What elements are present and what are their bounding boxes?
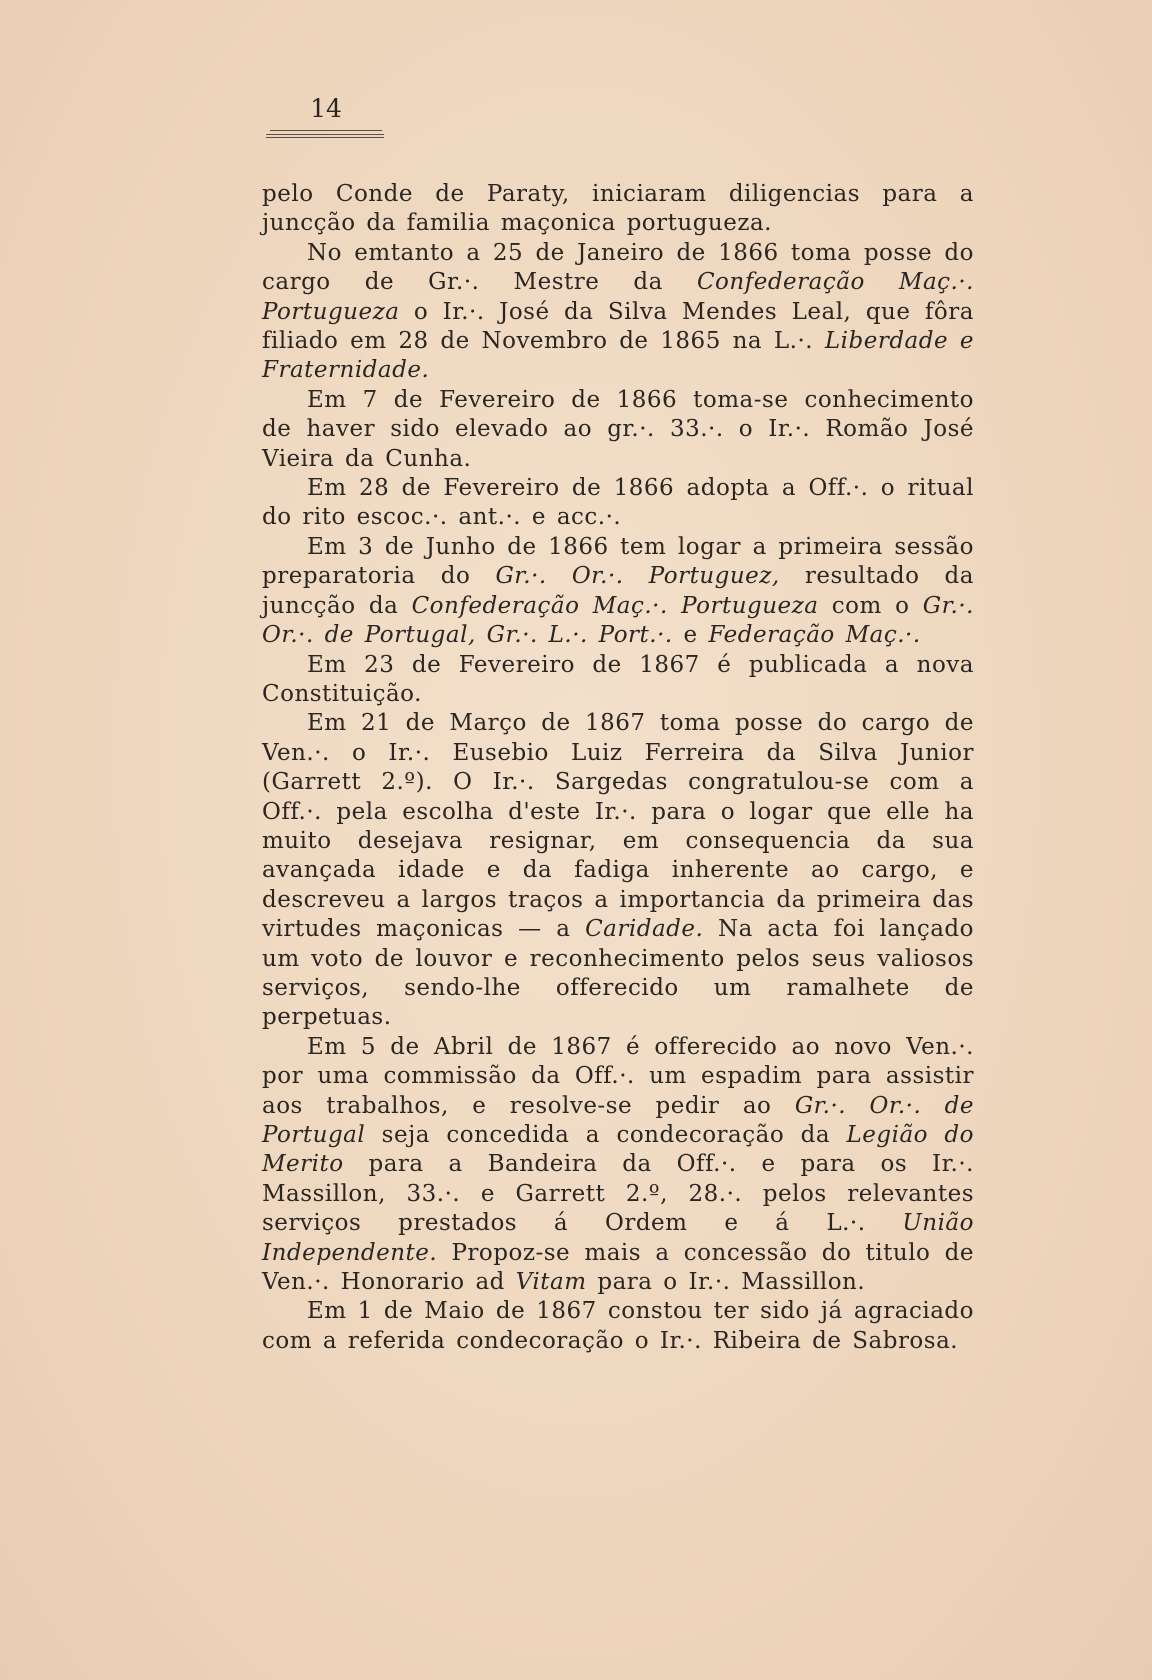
text-run: resultado da juncção da	[262, 563, 974, 619]
italic-text: Confederação Maç.·. Portugueza	[411, 592, 819, 619]
italic-text: Gr.·. Or.·. Portuguez,	[495, 563, 780, 590]
text-run: No emtanto a 25 de Janeiro de 1866 toma posse do cargo de Gr.·. Mestre da	[262, 239, 974, 296]
text-run: Em 7 de Fevereiro de 1866 toma-se conhecimento de haver sido elevado ao gr.·. 33.·. o Ir.·. Romão José Vieira da Cunha.	[262, 386, 974, 472]
text-run: Propoz-se mais a concessão do titulo de Ven.·. Honorario ad	[262, 1239, 974, 1296]
page-number-rule-lower	[266, 137, 384, 138]
text-run: seja concedida a condecoração da	[365, 1122, 847, 1148]
text-run: e	[672, 622, 709, 649]
paragraph	[262, 180, 974, 239]
italic-text: Gr.·. Or.·. de Portugal	[262, 1092, 974, 1148]
text-run: o Ir.·. José da Silva Mendes Leal, que fôra filiado em 28 de Novembro de 1865 na L.·.	[262, 298, 974, 355]
paragraph	[262, 386, 974, 474]
paragraph	[262, 533, 974, 651]
text-run: Em 1 de Maio de 1867 constou ter sido já agraciado com a referida condecoração o Ir.·. Ribeira de Sabrosa.	[262, 1298, 974, 1354]
paragraph	[262, 239, 974, 386]
text-run: Em 23 de Fevereiro de 1867 é publicada a nova Constituição.	[262, 651, 974, 707]
italic-text: Liberdade e Fraternidade.	[262, 328, 974, 384]
text-run: Em 5 de Abril de 1867 é offerecido ao novo Ven.·. por uma commissão da Off.·. um espadim para assistir aos trabalhos, e resolve-se pedir ao	[262, 1033, 974, 1119]
italic-text: Confederação Maç.·. Portugueza	[262, 269, 974, 325]
italic-text: Vitam	[515, 1269, 587, 1296]
text-run: Em 21 de Março de 1867 toma posse do cargo de Ven.·. o Ir.·. Eusebio Luiz Ferreira da Silva Junior (Garrett 2.º). O Ir.·. Sargedas congratulou-se com a Off.·. pela escolha d'este Ir.·. para o logar que elle ha muito desejava resignar, em consequencia da sua avançada idade e da fadiga inherente ao cargo, e descreveu a largos traços a importancia da primeira das virtudes maçonicas — a	[262, 710, 974, 943]
italic-text: Gr.·. Or.·. de Portugal, Gr.·. L.·. Port.·.	[262, 592, 974, 649]
italic-text: Legião do Merito	[262, 1122, 975, 1178]
text-run: Em 28 de Fevereiro de 1866 adopta a Off.·. o ritual do rito escoc.·. ant.·. e acc.·.	[262, 475, 974, 531]
page-number: 14	[270, 94, 382, 131]
paragraph	[262, 1033, 974, 1298]
italic-text: União Independente.	[262, 1210, 974, 1266]
text-run: com o	[818, 592, 923, 619]
paragraph	[262, 651, 974, 710]
page-number-rule	[266, 134, 384, 135]
paragraph	[262, 709, 974, 1032]
italic-text: Caridade.	[585, 916, 704, 943]
text-run: pelo Conde de Paraty, iniciaram diligencias para a juncção da familia maçonica portugueza.	[262, 181, 974, 237]
text-run: para a Bandeira da Off.·. e para os Ir.·. Massillon, 33.·. e Garrett 2.º, 28.·. pelos relevantes serviços prestados á Ordem e á L.·.	[262, 1151, 974, 1237]
text-run: Em 3 de Junho de 1866 tem logar a primeira sessão preparatoria do	[262, 533, 974, 590]
body-text	[262, 180, 974, 1356]
text-run: para o Ir.·. Massillon.	[586, 1269, 866, 1296]
paragraph	[262, 1297, 974, 1356]
italic-text: Federação Maç.·.	[708, 622, 921, 649]
text-run: Na acta foi lançado um voto de louvor e reconhecimento pelos seus valiosos serviços, sendo-lhe offerecido um ramalhete de perpetuas.	[262, 916, 974, 1031]
paragraph	[262, 474, 974, 533]
